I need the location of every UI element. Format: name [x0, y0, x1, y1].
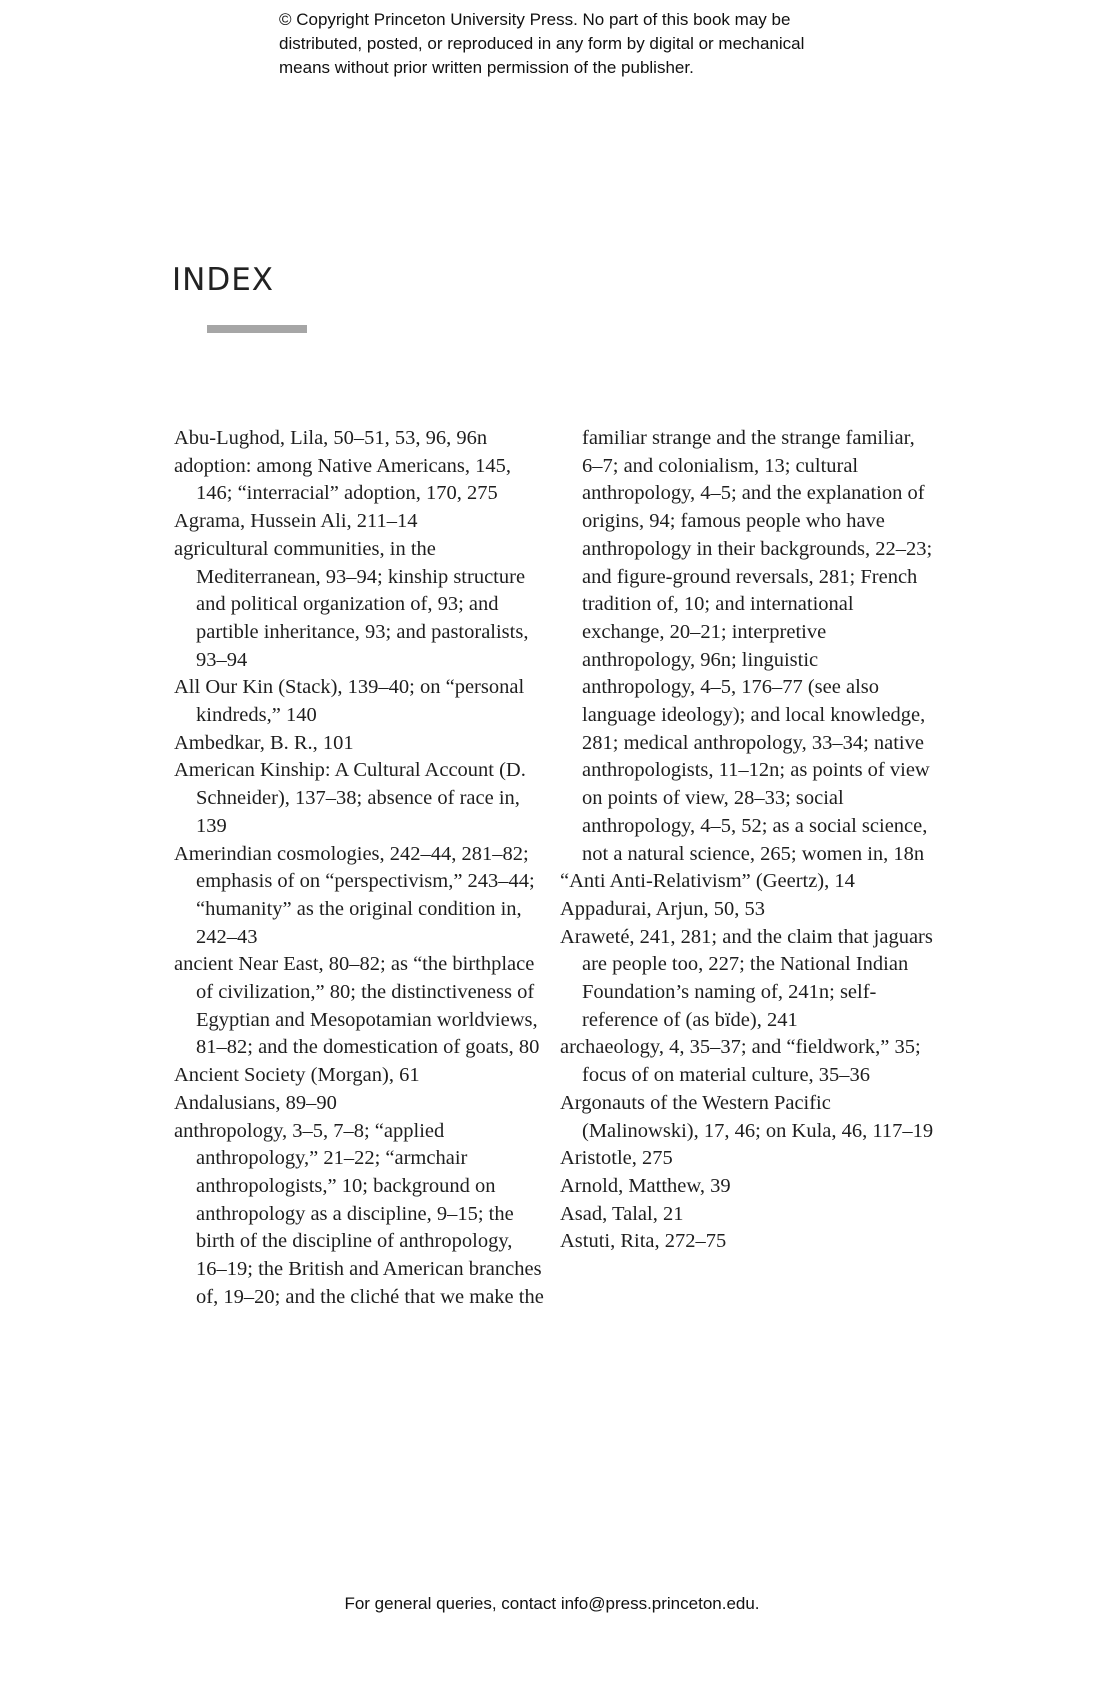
footer-contact: For general queries, contact info@press.princeton.edu. — [344, 1594, 760, 1613]
index-entry: Ancient Society (Morgan), 61 — [174, 1064, 420, 1087]
copyright-notice: © Copyright Princeton University Press. No part of this book may be distributed, posted, or reproduced in any form by digital or mechanical means without prior written permission of the publisher. — [279, 10, 805, 77]
index-entry: Arnold, Matthew, 39 — [560, 1174, 731, 1197]
title-underline-rule — [207, 325, 307, 333]
index-entry: “Anti Anti-Relativism” (Geertz), 14 — [560, 870, 855, 893]
index-entry: archaeology, 4, 35–37; and “fieldwork,” 35; focus of on material culture, 35–36 — [560, 1036, 921, 1087]
index-column-right — [560, 425, 935, 1256]
index-entry: Appadurai, Arjun, 50, 53 — [560, 897, 765, 920]
index-entry: agricultural communities, in the Mediterranean, 93–94; kinship structure and political organization of, 93; and partible inheritance, 93; and pastoralists, 93–94 — [174, 537, 529, 671]
index-entry: Abu-Lughod, Lila, 50–51, 53, 96, 96n — [174, 427, 488, 449]
index-entry: Aristotle, 275 — [560, 1147, 673, 1170]
index-entry: Ambedkar, B. R., 101 — [174, 731, 354, 754]
index-entry: anthropology, 3–5, 7–8; “applied anthropology,” 21–22; “armchair anthropologists,” 10; background on anthropology as a discipline, 9–15; the birth of the discipline of anthropology, 16–19; the British and American branches of, 19–20; and the cliché that we make the — [174, 1119, 544, 1308]
index-entry: Andalusians, 89–90 — [174, 1091, 337, 1114]
index-entry: American Kinship: A Cultural Account (D. Schneider), 137–38; absence of race in, 139 — [174, 759, 526, 837]
index-entry: adoption: among Native Americans, 145, 146; “interracial” adoption, 170, 275 — [174, 454, 512, 505]
index-entry: Amerindian cosmologies, 242–44, 281–82; emphasis of on “perspectivism,” 243–44; “humanity” as the original condition in, 242–43 — [174, 842, 535, 948]
index-entry: Agrama, Hussein Ali, 211–14 — [174, 510, 418, 533]
page-title: INDEX — [172, 262, 275, 298]
index-column-left — [174, 425, 544, 1312]
index-entry: All Our Kin (Stack), 139–40; on “personal kindreds,” 140 — [174, 676, 525, 727]
index-entry: Asad, Talal, 21 — [560, 1202, 684, 1225]
index-entry: Argonauts of the Western Pacific (Malinowski), 17, 46; on Kula, 46, 117–19 — [560, 1091, 934, 1142]
index-entry: Astuti, Rita, 272–75 — [560, 1230, 727, 1253]
index-entry: Araweté, 241, 281; and the claim that jaguars are people too, 227; the National Indian Foundation’s naming of, 241n; self-reference of (as bïde), 241 — [560, 925, 933, 1031]
index-entry: ancient Near East, 80–82; as “the birthplace of civilization,” 80; the distinctiveness of Egyptian and Mesopotamian worldviews, 81–82; and the domestication of goats, 80 — [174, 953, 540, 1059]
index-entry-continued: familiar strange and the strange familiar, 6–7; and colonialism, 13; cultural anthropology, 4–5; and the explanation of origins, 94; famous people who have anthropology in their backgrounds, 22–23; and figure-ground reversals, 281; French tradition of, 10; and international exchange, 20–21; interpretive anthropology, 96n; linguistic anthropology, 4–5, 176–77 (see also language ideology); and local knowledge, 281; medical anthropology, 33–34; native anthropologists, 11–12n; as points of view on points of view, 28–33; social anthropology, 4–5, 52; as a social science, not a natural science, 265; women in, 18n — [582, 427, 933, 865]
